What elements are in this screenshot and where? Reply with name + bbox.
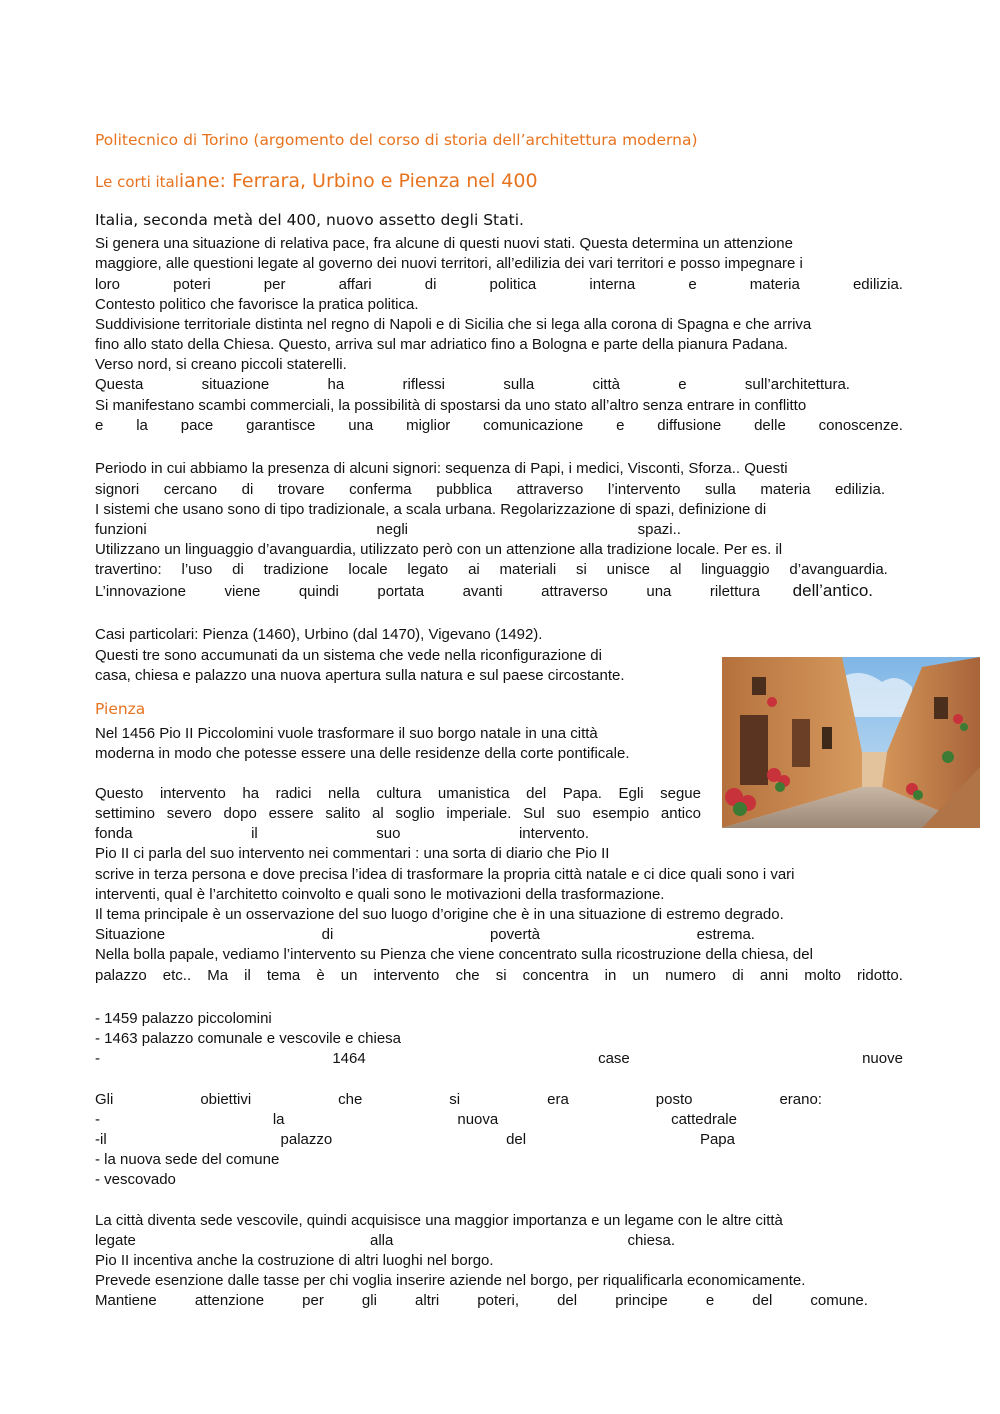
word: al xyxy=(669,561,682,578)
word: del xyxy=(752,1292,773,1309)
text-line: casa, chiesa e palazzo una nuova apertura sulla natura e sul paese circostante. xyxy=(95,667,625,684)
word: molto xyxy=(804,967,841,984)
word: interna xyxy=(589,276,636,293)
word: povertà xyxy=(489,926,541,943)
word: funzioni xyxy=(95,521,147,538)
word: è xyxy=(316,967,325,984)
word: che xyxy=(455,967,480,984)
word: edilizia. xyxy=(834,481,885,498)
word: radici xyxy=(275,785,312,802)
word: fonda xyxy=(95,825,133,842)
word: intervento. xyxy=(518,825,589,842)
text-line: Si genera una situazione di relativa pace, fra alcune di questi nuovi stati. Questa determina un attenzione xyxy=(95,235,793,252)
subtitle: Italia, seconda metà del 400, nuovo assetto degli Stati. xyxy=(95,211,524,229)
word: delle xyxy=(754,417,786,434)
word: per xyxy=(302,1292,324,1309)
word: del xyxy=(526,785,547,802)
word: suo xyxy=(376,825,401,842)
word: imperiale. xyxy=(446,805,512,822)
text-line: Nel 1456 Pio II Piccolomini vuole trasformare il suo borgo natale in una città xyxy=(95,725,598,742)
word: del xyxy=(557,1292,578,1309)
title-part-1: Le corti ital xyxy=(95,173,179,191)
word: cultura xyxy=(376,785,422,802)
word: comune. xyxy=(810,1292,868,1309)
word: materiali xyxy=(499,561,557,578)
word: dopo xyxy=(223,805,257,822)
text-line-justified xyxy=(95,560,888,580)
list-item: - 1459 palazzo piccolomini xyxy=(95,1010,272,1027)
word: Papa. xyxy=(562,785,602,802)
word: e xyxy=(616,417,625,434)
word: il xyxy=(251,825,258,842)
word: d’avanguardia. xyxy=(789,561,888,578)
word: al xyxy=(372,805,384,822)
word: si xyxy=(576,561,587,578)
text-line: Si manifestano scambi commerciali, la possibilità di spostarsi da uno stato all’altro senza entrare in conflitto xyxy=(95,397,807,414)
word: concentra xyxy=(522,967,589,984)
word: si xyxy=(449,1091,461,1108)
list-item: - vescovado xyxy=(95,1171,176,1188)
text-segment xyxy=(95,582,760,602)
word: e xyxy=(688,276,697,293)
text-line-justified xyxy=(95,1090,822,1110)
word: erano: xyxy=(779,1091,822,1108)
word: comunicazione xyxy=(483,417,584,434)
word: del xyxy=(506,1131,527,1148)
text-line-justified xyxy=(95,375,850,395)
word: nuove xyxy=(862,1050,903,1067)
text-line-justified xyxy=(95,581,873,601)
word: tema xyxy=(266,967,301,984)
word: soglio xyxy=(395,805,435,822)
word: spazi.. xyxy=(637,521,681,538)
word: la xyxy=(136,417,148,434)
word: e xyxy=(705,1292,715,1309)
word: posto xyxy=(655,1091,693,1108)
word: case xyxy=(598,1050,630,1067)
word: per xyxy=(263,276,286,293)
word: settimino xyxy=(95,805,156,822)
word: un xyxy=(340,967,358,984)
word: negli xyxy=(376,521,409,538)
text-line: Suddivisione territoriale distinta nel regno di Napoli e di Sicilia che si lega alla corona di Spagna e che arriva xyxy=(95,316,812,333)
word: antico xyxy=(660,805,701,822)
word: pubblica xyxy=(436,481,493,498)
word: palazzo xyxy=(280,1131,333,1148)
word: Situazione xyxy=(95,926,166,943)
word: legato xyxy=(407,561,449,578)
word: etc.. xyxy=(162,967,192,984)
text-line-justified xyxy=(95,925,755,945)
word: e xyxy=(95,417,104,434)
text-segment: dell’antico. xyxy=(792,581,873,600)
list-item-justified xyxy=(95,1110,737,1130)
word: sulla xyxy=(704,481,736,498)
word: intervento xyxy=(159,785,226,802)
text-line: Pio II incentiva anche la costruzione di altri luoghi nel borgo. xyxy=(95,1252,494,1269)
word: di xyxy=(732,967,744,984)
word: una xyxy=(646,583,672,600)
word: poteri, xyxy=(477,1292,519,1309)
word: di xyxy=(424,276,437,293)
word: avanti xyxy=(462,583,503,600)
word: materia xyxy=(760,481,811,498)
word: nella xyxy=(328,785,360,802)
word: di xyxy=(232,561,244,578)
word: esempio xyxy=(592,805,650,822)
text-line: Prevede esenzione dalle tasse per chi voglia inserire aziende nel borgo, per riqualificarla economicamente. xyxy=(95,1272,806,1289)
word: gli xyxy=(361,1292,377,1309)
word: che xyxy=(338,1091,363,1108)
text-line-justified xyxy=(95,275,903,295)
word: ridotto. xyxy=(857,967,903,984)
word: ai xyxy=(468,561,480,578)
word: cercano xyxy=(163,481,218,498)
word: materia xyxy=(749,276,800,293)
word: alla xyxy=(369,1232,394,1249)
word: estrema. xyxy=(696,926,755,943)
word: trovare xyxy=(277,481,325,498)
word: essere xyxy=(268,805,314,822)
word: attraverso xyxy=(516,481,584,498)
word: miglior xyxy=(406,417,451,434)
word: altri xyxy=(415,1292,440,1309)
title-part-2: iane: Ferrara, Urbino e Pienza nel 400 xyxy=(178,170,538,192)
page-title xyxy=(95,170,538,192)
text-line: Casi particolari: Pienza (1460), Urbino (dal 1470), Vigevano (1492). xyxy=(95,626,543,643)
list-item-justified xyxy=(95,1049,903,1069)
text-line: La città diventa sede vescovile, quindi acquisisce una maggior importanza e un legame con le altre città xyxy=(95,1212,783,1229)
word: era xyxy=(547,1091,569,1108)
word: viene xyxy=(224,583,261,600)
word: unisce xyxy=(606,561,650,578)
word: palazzo xyxy=(95,967,147,984)
word: un xyxy=(632,967,650,984)
word: l’intervento xyxy=(607,481,681,498)
text-line: Periodo in cui abbiamo la presenza di alcuni signori: sequenza di Papi, i medici, Visconti, Sforza.. Questi xyxy=(95,460,788,477)
word: obiettivi xyxy=(200,1091,252,1108)
word: sull’architettura. xyxy=(744,376,850,393)
text-line-justified xyxy=(95,1231,675,1251)
word: Questa xyxy=(95,376,144,393)
word: il xyxy=(244,967,251,984)
word: affari xyxy=(338,276,372,293)
list-item: - la nuova sede del comune xyxy=(95,1151,280,1168)
word: numero xyxy=(665,967,716,984)
word: una xyxy=(348,417,374,434)
word: cattedrale xyxy=(671,1111,737,1128)
word: salito xyxy=(325,805,361,822)
word: in xyxy=(604,967,617,984)
text-line: Utilizzano un linguaggio d’avanguardia, utilizzato però con un attenzione alla tradizione locale. Per es. il xyxy=(95,541,783,558)
text-line-justified xyxy=(95,416,903,436)
word: garantisce xyxy=(246,417,316,434)
text-line: fino allo stato della Chiesa. Questo, arriva sul mar adriatico fino a Bologna e parte della pianura Padana. xyxy=(95,336,788,353)
text-line: moderna in modo che potesse essere una delle residenze della corte pontificale. xyxy=(95,745,630,762)
word: suo xyxy=(556,805,581,822)
word: segue xyxy=(660,785,701,802)
word: Mantiene xyxy=(95,1292,157,1309)
text-line: Pio II ci parla del suo intervento nei commentari : una sorta di diario che Pio II xyxy=(95,845,610,862)
pienza-street-photo xyxy=(722,657,980,828)
section-heading-pienza: Pienza xyxy=(95,700,146,718)
word: - xyxy=(95,1050,100,1067)
word: di xyxy=(321,926,334,943)
word: linguaggio xyxy=(701,561,770,578)
word: ha xyxy=(242,785,260,802)
course-line: Politecnico di Torino (argomento del corso di storia dell’architettura moderna) xyxy=(95,131,698,149)
word: e xyxy=(678,376,687,393)
text-line: Il tema principale è un osservazione del suo luogo d’origine che è in una situazione di estremo degrado. xyxy=(95,906,784,923)
word: politica xyxy=(489,276,537,293)
word: anni xyxy=(759,967,789,984)
list-item: - 1463 palazzo comunale e vescovile e chiesa xyxy=(95,1030,402,1047)
word: Ma xyxy=(207,967,229,984)
word: l’uso xyxy=(181,561,213,578)
word: riflessi xyxy=(402,376,446,393)
word: principe xyxy=(615,1292,668,1309)
text-line: Contesto politico che favorisce la pratica politica. xyxy=(95,296,419,313)
text-line-justified xyxy=(95,804,701,824)
word: -il xyxy=(95,1131,107,1148)
word: situazione xyxy=(201,376,270,393)
word: Egli xyxy=(618,785,644,802)
text-line-justified xyxy=(95,520,681,540)
word: 1464 xyxy=(332,1050,366,1067)
word: legate xyxy=(95,1232,136,1249)
word: si xyxy=(495,967,507,984)
word: travertino: xyxy=(95,561,162,578)
word: conoscenze. xyxy=(818,417,903,434)
text-line: Nella bolla papale, vediamo l’intervento su Pienza che viene concentrato sulla ricostruzione della chiesa, del xyxy=(95,946,813,963)
list-item-justified xyxy=(95,1130,735,1150)
word: città xyxy=(592,376,620,393)
text-line: scrive in terza persona e dove precisa l’idea di trasformare la propria città natale e ci dice quali sono i vari xyxy=(95,866,795,883)
text-line-justified xyxy=(95,824,589,844)
word: pace xyxy=(180,417,214,434)
word: conferma xyxy=(349,481,412,498)
word: Gli xyxy=(95,1091,114,1108)
text-line-justified xyxy=(95,966,903,986)
word: Sul xyxy=(523,805,545,822)
word: diffusione xyxy=(657,417,722,434)
word: rilettura xyxy=(709,583,760,600)
word: portata xyxy=(377,583,425,600)
text-line-justified xyxy=(95,1291,868,1311)
word: - xyxy=(95,1111,100,1128)
word: signori xyxy=(95,481,140,498)
word: tradizione xyxy=(263,561,329,578)
text-line: interventi, qual è l’architetto coinvolto e quali sono le motivazioni della trasformazione. xyxy=(95,886,665,903)
word: sulla xyxy=(503,376,535,393)
text-line: Verso nord, si creano piccoli staterelli. xyxy=(95,356,347,373)
text-line-justified xyxy=(95,784,701,804)
word: severo xyxy=(166,805,212,822)
word: quindi xyxy=(298,583,339,600)
word: di xyxy=(241,481,254,498)
word: attraverso xyxy=(541,583,608,600)
word: intervento xyxy=(373,967,440,984)
word: ha xyxy=(327,376,345,393)
word: locale xyxy=(348,561,388,578)
word: attenzione xyxy=(194,1292,265,1309)
word: umanistica xyxy=(437,785,510,802)
word: Papa xyxy=(699,1131,735,1148)
text-line: Questi tre sono accumunati da un sistema che vede nella riconfigurazione di xyxy=(95,647,602,664)
text-line: I sistemi che usano sono di tipo tradizionale, a scala urbana. Regolarizzazione di spazi, definizione di xyxy=(95,501,767,518)
word: edilizia. xyxy=(852,276,903,293)
word: loro xyxy=(95,276,121,293)
word: la xyxy=(272,1111,285,1128)
text-line-justified xyxy=(95,480,885,500)
text-line: maggiore, alle questioni legate al governo dei nuovi territori, all’edilizia dei vari territori e posso impegnare i xyxy=(95,255,803,272)
word: L’innovazione xyxy=(95,583,186,600)
word: nuova xyxy=(457,1111,499,1128)
word: Questo xyxy=(95,785,144,802)
word: chiesa. xyxy=(627,1232,675,1249)
word: poteri xyxy=(173,276,211,293)
